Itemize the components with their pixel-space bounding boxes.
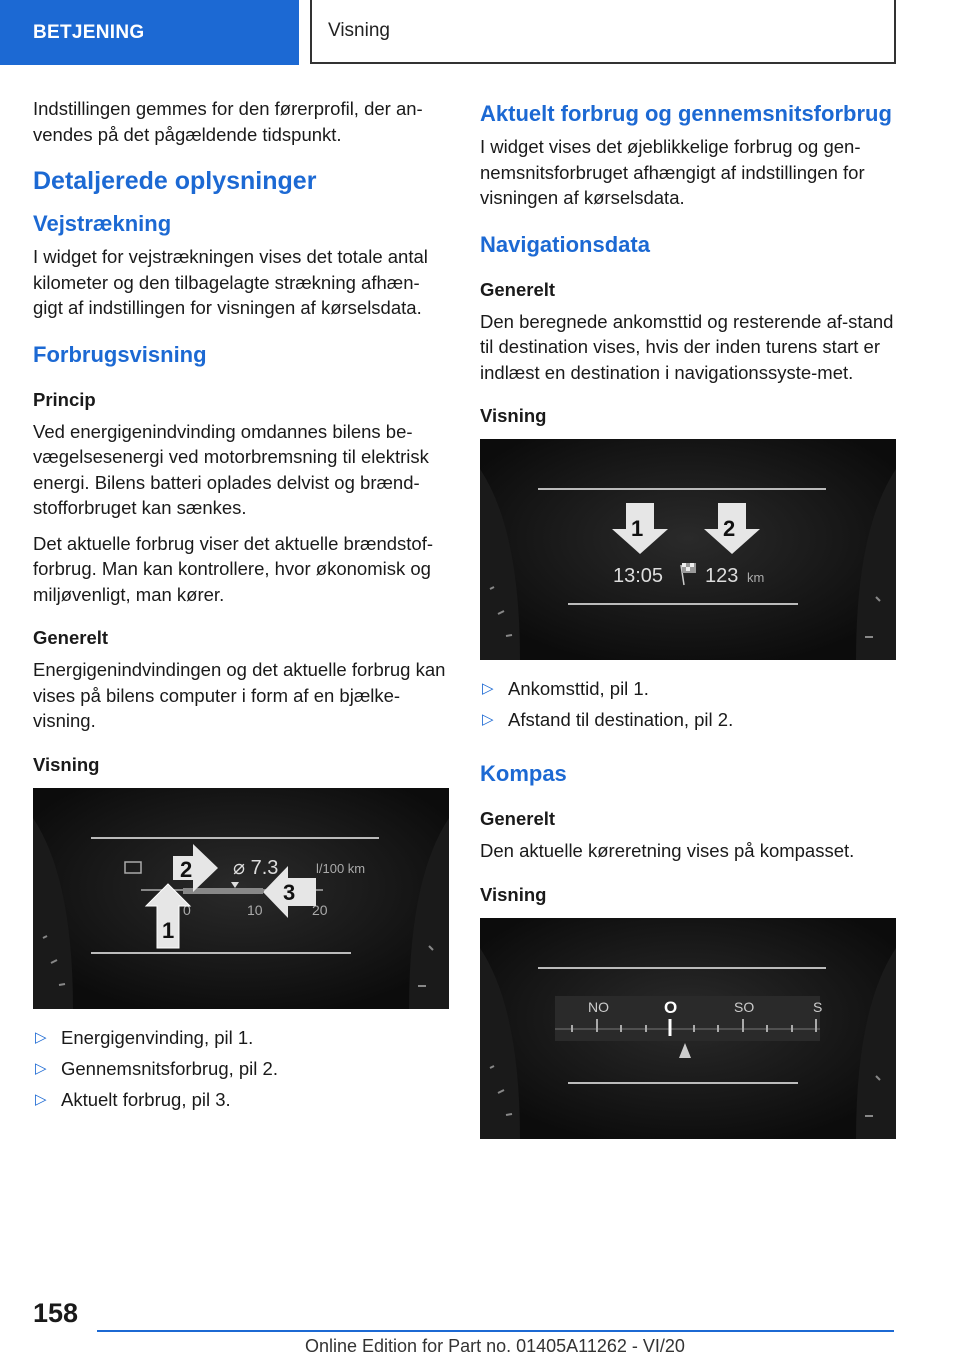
avg-consumption-value: ⌀ 7.3 [233, 856, 279, 879]
compass-display-svg [480, 918, 896, 1139]
general-text: Energigenindvindingen og det aktuelle forbrug kan vises på bilens computer i form af en bjælke-visning. [33, 659, 446, 731]
triangle-bullet-icon: ▷ [482, 680, 494, 697]
heading-consumption: Forbrugsvisning [33, 341, 207, 367]
topic-tab [310, 0, 896, 64]
compass-label-s: S [813, 998, 823, 1015]
heading-general: Generelt [33, 627, 109, 648]
arrow-2-label: 2 [723, 516, 736, 541]
navigation-display-svg [480, 439, 896, 660]
list-item [480, 676, 896, 701]
edition-text: Online Edition for Part no. 01405A11262 - VI/20 [305, 1336, 685, 1356]
list-item [33, 1056, 449, 1081]
consumption-unit: l/100 km [316, 860, 366, 876]
tick-0: 0 [183, 901, 191, 918]
list-item [480, 707, 896, 732]
list-item [33, 1025, 449, 1050]
section-tab [0, 0, 299, 65]
heading-navigation: Navigationsdata [480, 231, 650, 257]
navigation-display-image [480, 439, 896, 660]
intro-text: Indstillingen gemmes for den førerprofil, der an-vendes på det pågældende tidspunkt. [33, 98, 423, 145]
triangle-bullet-icon: ▷ [35, 1059, 47, 1077]
heading-compass-display: Visning [480, 883, 547, 905]
list-item-text: Gennemsnitsforbrug, pil 2. [61, 1057, 278, 1079]
road-text: I widget for vejstrækningen vises det totale antal kilometer og den tilbagelagte strækning afhæn-gigt af indstillingen for visningen af kørselsdata. [33, 246, 428, 318]
compass-label-no: NO [588, 998, 609, 1015]
list-item [33, 1087, 449, 1112]
triangle-bullet-icon: ▷ [35, 1090, 47, 1108]
compass-label-o: O [664, 997, 678, 1017]
heading-current-average: Aktuelt forbrug og gennemsnitsforbrug [480, 101, 892, 126]
page-number: 158 [33, 1298, 79, 1328]
list-item-text: Aktuelt forbrug, pil 3. [61, 1088, 231, 1110]
compass-text: Den aktuelle køreretning vises på kompasset. [480, 840, 855, 861]
heading-nav-general: Generelt [480, 278, 556, 300]
arrow-1-label: 1 [162, 917, 175, 943]
list-item-text: Ankomsttid, pil 1. [508, 678, 649, 699]
consumption-display-svg [33, 788, 449, 1009]
list-item-text: Afstand til destination, pil 2. [508, 709, 734, 730]
section-title: BETJENING [33, 21, 145, 43]
tick-10: 10 [247, 901, 263, 918]
compass-label-so: SO [734, 998, 755, 1015]
nav-text: Den beregnede ankomsttid og resterende af-stand til destination vises, hvis der inden turens start er indlæst en destination i navigationssyste-met. [480, 310, 894, 383]
arrival-time: 13:05 [613, 565, 664, 587]
triangle-bullet-icon: ▷ [482, 711, 494, 728]
principle-text-2: Det aktuelle forbrug viser det aktuelle brændstof-forbrug. Man kan kontrollere, hvor økonomisk og miljøvenligt, man kører. [33, 532, 434, 605]
distance-unit: km [747, 570, 765, 585]
arrow-3-label: 3 [283, 879, 296, 905]
arrow-2-label: 2 [180, 856, 193, 882]
left-column [33, 96, 449, 1118]
distance-value: 123 [705, 565, 739, 587]
list-item-text: Energigenvinding, pil 1. [61, 1026, 254, 1048]
heading-nav-display: Visning [480, 405, 547, 426]
heading-detailed-info: Detaljerede oplysninger [33, 167, 317, 195]
footer-divider [97, 1330, 894, 1332]
heading-compass-general: Generelt [480, 808, 556, 829]
compass-display-image [480, 918, 896, 1139]
nav-bullet-list [480, 676, 896, 732]
arrow-1-label: 1 [631, 516, 644, 541]
topic-title: Visning [328, 20, 390, 41]
consumption-bullet-list [33, 1025, 449, 1112]
principle-text-1: Ved energigenindvinding omdannes bilens be-vægelsesenergi ved motorbremsning til elektrisk energi. Bilens batteri oplades delvist og brænd-stofforbruget kan sænkes. [33, 420, 429, 518]
heading-principle: Princip [33, 388, 96, 410]
triangle-bullet-icon: ▷ [35, 1028, 47, 1046]
heading-compass: Kompas [480, 761, 567, 786]
current-text: I widget vises det øjeblikkelige forbrug og gen-nemsnitsforbruget afhængigt af indstillingen for visningen af kørselsdata. [480, 136, 865, 208]
heading-road: Vejstrækning [33, 211, 172, 236]
right-column [480, 100, 896, 1155]
heading-display: Visning [33, 753, 100, 775]
tick-20: 20 [312, 901, 328, 918]
consumption-display-image [33, 788, 449, 1009]
